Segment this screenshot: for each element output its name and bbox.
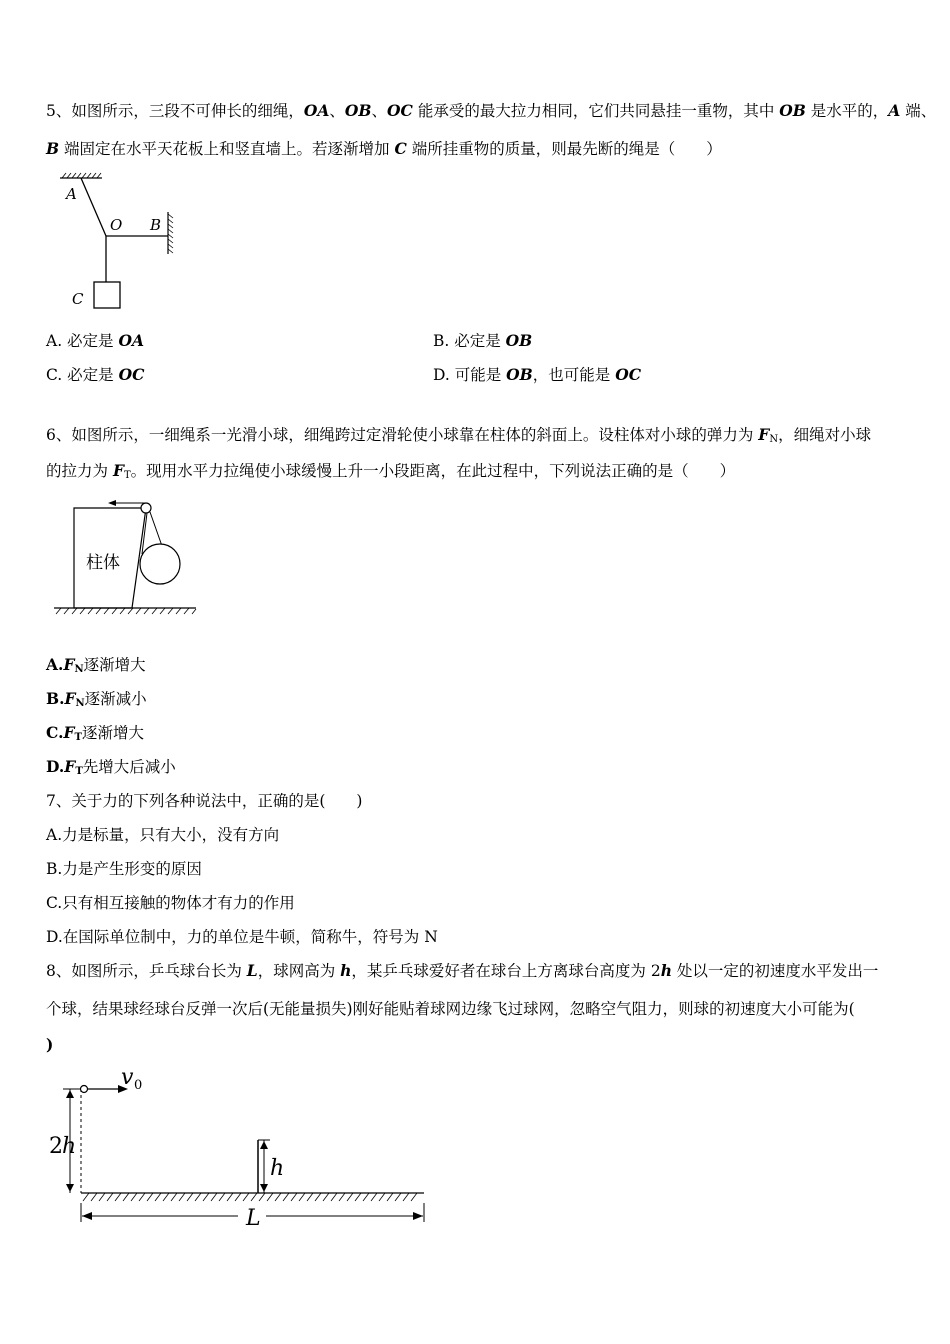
q8-stem-line3: ) <box>46 1035 54 1054</box>
q5-sep: 、 <box>329 102 345 120</box>
sub: T <box>75 766 83 777</box>
q8-figure <box>48 1064 433 1234</box>
fig-label-a: A <box>66 185 77 203</box>
q5-text: 能承受的最大拉力相同，它们共同悬挂一重物，其中 <box>412 102 780 120</box>
q6-text: 。现用水平力拉绳使小球缓慢上升一小段距离，在此过程中，下列说法正确的是（ ） <box>130 462 736 480</box>
q8-text: ，球网高为 <box>257 962 341 980</box>
var-f: F <box>758 425 770 444</box>
option-text: ，也可能是 <box>532 366 616 384</box>
sub: T <box>74 732 82 743</box>
option-text: 逐渐增大 <box>83 656 146 674</box>
option-text: B. 必定是 <box>433 332 506 350</box>
q6-option-b[interactable] <box>46 688 147 715</box>
q8-text: ，某乒乓球爱好者在球台上方离球台高度为 2 <box>351 962 661 980</box>
q7-option-d[interactable]: D.在国际单位制中，力的单位是牛顿，简称牛，符号为 N <box>46 928 438 946</box>
option-text: 逐渐增大 <box>81 724 144 742</box>
q5-figure <box>60 172 200 317</box>
var-h: h <box>340 961 352 980</box>
sub: N <box>74 664 84 675</box>
var-a: A <box>888 101 901 120</box>
q5-option-b[interactable] <box>433 330 532 352</box>
option-letter: C. <box>46 723 64 742</box>
q5-sep: 、 <box>371 102 388 120</box>
option-var: OA <box>118 331 145 350</box>
q5-text: 是水平的， <box>805 102 889 120</box>
q5-text: 端所挂重物的质量，则最先断的绳是（ ） <box>406 140 722 158</box>
fig-label-2: 2 <box>49 1134 63 1159</box>
q6-figure <box>54 496 204 621</box>
option-text: C. 必定是 <box>46 366 119 384</box>
var-l: L <box>246 961 258 980</box>
var-ob: OB <box>779 101 806 120</box>
fig-label-v-sub: 0 <box>134 1078 143 1093</box>
q6-text: 的拉力为 <box>46 462 113 480</box>
sub: N <box>75 698 85 709</box>
q5-text: 端、 <box>900 102 937 120</box>
option-text: 逐渐减小 <box>84 690 147 708</box>
var-ob: OB <box>344 101 372 120</box>
q6-stem-line1 <box>46 424 871 451</box>
option-var: OC <box>615 365 642 384</box>
q6-text: ，细绳对小球 <box>778 426 872 444</box>
var-f: F <box>63 655 75 674</box>
var-b: B <box>46 139 60 158</box>
q6-text: 6、如图所示，一细绳系一光滑小球，细绳跨过定滑轮使小球靠在柱体的斜面上。设柱体对小球的弹力为 <box>46 426 759 444</box>
var-h: h <box>660 961 672 980</box>
q5-stem-line2 <box>46 138 722 160</box>
q5-text: 端固定在水平天花板上和竖直墙上。若逐渐增加 <box>59 140 395 158</box>
option-letter: B. <box>46 689 65 708</box>
fig-label-c: C <box>72 290 84 308</box>
var-oc: OC <box>387 101 413 120</box>
q7-option-c[interactable]: C.只有相互接触的物体才有力的作用 <box>46 894 295 912</box>
fig-label-l: L <box>246 1206 261 1231</box>
fig-label-o: O <box>110 216 123 234</box>
q6-option-a[interactable] <box>46 654 146 681</box>
fig-label-h: h <box>270 1156 285 1181</box>
option-text: A. 必定是 <box>46 332 119 350</box>
q6-option-d[interactable] <box>46 756 176 783</box>
q5-stem-line1 <box>46 100 936 122</box>
option-var: OB <box>506 365 533 384</box>
sub-t: T <box>123 470 131 481</box>
q7-stem: 7、关于力的下列各种说法中，正确的是( ) <box>46 792 363 810</box>
var-c: C <box>394 139 407 158</box>
q8-text: 处以一定的初速度水平发出一 <box>672 962 879 980</box>
q5-text: 5、如图所示，三段不可伸长的细绳， <box>46 102 304 120</box>
option-text: 先增大后减小 <box>82 758 176 776</box>
q7-option-b[interactable]: B.力是产生形变的原因 <box>46 860 202 878</box>
fig-label-v: v <box>121 1065 134 1090</box>
var-f: F <box>63 723 75 742</box>
var-f: F <box>64 757 76 776</box>
option-text: D. 可能是 <box>433 366 507 384</box>
option-var: OC <box>118 365 145 384</box>
q6-option-c[interactable] <box>46 722 144 749</box>
option-letter: A. <box>46 655 64 674</box>
sub-n: N <box>769 434 779 445</box>
q8-stem-line2: 个球，结果球经球台反弹一次后(无能量损失)刚好能贴着球网边缘飞过球网，忽略空气阻力，则球的初速度大小可能为( <box>46 1000 855 1018</box>
q8-stem-line1 <box>46 960 878 982</box>
var-f: F <box>112 461 124 480</box>
q6-stem-line2 <box>46 460 735 487</box>
option-letter: D. <box>46 757 65 776</box>
fig-label-2h: h <box>62 1134 77 1159</box>
q5-option-d[interactable] <box>433 364 641 386</box>
option-var: OB <box>505 331 533 350</box>
var-f: F <box>64 689 76 708</box>
var-oa: OA <box>303 101 330 120</box>
q8-text: 8、如图所示，乒乓球台长为 <box>46 962 247 980</box>
q5-option-c[interactable] <box>46 364 144 386</box>
q5-option-a[interactable] <box>46 330 144 352</box>
fig-label-pillar: 柱体 <box>86 553 120 573</box>
fig-label-b: B <box>150 216 162 234</box>
q7-option-a[interactable]: A.力是标量，只有大小，没有方向 <box>46 826 280 844</box>
